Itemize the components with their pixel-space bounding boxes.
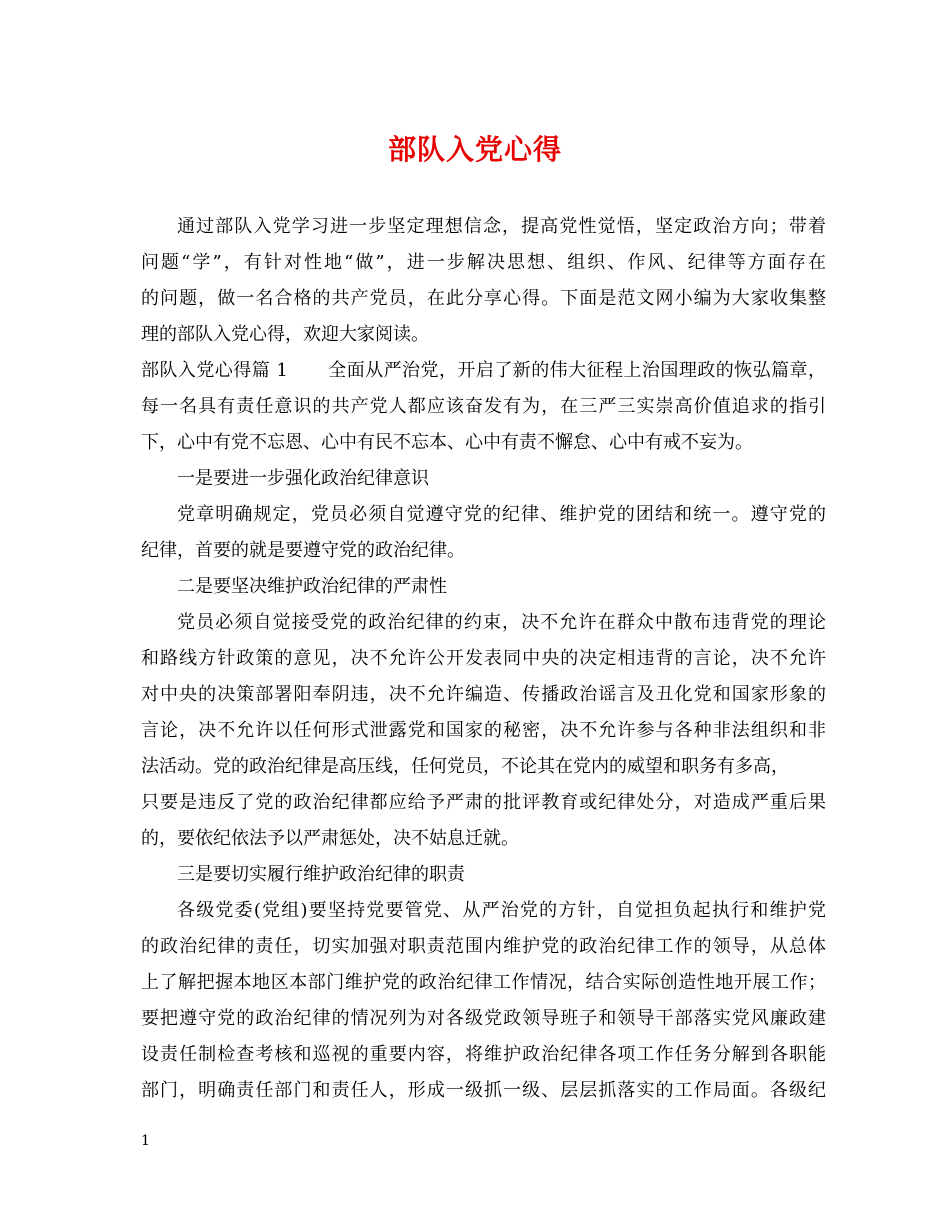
section-1-line: 每一名具有责任意识的共产党人都应该奋发有为，在三严三实崇高价值追求的指引 <box>141 396 826 417</box>
paragraph-3-line: 各级党委(党组)要坚持党要管党、从严治党的方针，自觉担负起执行和维护党 <box>177 900 826 921</box>
intro-line: 理的部队入党心得，欢迎大家阅读。 <box>141 324 429 345</box>
section-1-label: 部队入党心得篇 1 <box>141 360 288 381</box>
section-1-first-text: 全面从严治党，开启了新的伟大征程上治国理政的恢弘篇章， <box>327 360 826 381</box>
heading-1: 一是要进一步强化政治纪律意识 <box>177 468 429 489</box>
section-1-first-line <box>141 353 826 389</box>
page-number: 1 <box>141 1133 150 1149</box>
paragraph-2-line: 对中央的决策部署阳奉阴违，决不允许编造、传播政治谣言及丑化党和国家形象的 <box>141 684 826 705</box>
paragraph-3-line: 设责任制检查考核和巡视的重要内容，将维护政治纪律各项工作任务分解到各职能 <box>141 1044 826 1065</box>
paragraph-3-line: 要把遵守党的政治纪律的情况列为对各级党政领导班子和领导干部落实党风廉政建 <box>141 1008 826 1029</box>
paragraph-2-line: 和路线方针政策的意见，决不允许公开发表同中央的决定相违背的言论，决不允许 <box>141 648 826 669</box>
paragraph-3-line: 部门，明确责任部门和责任人，形成一级抓一级、层层抓落实的工作局面。各级纪 <box>141 1080 826 1101</box>
heading-2: 二是要坚决维护政治纪律的严肃性 <box>177 576 447 597</box>
paragraph-2-line: 言论，决不允许以任何形式泄露党和国家的秘密，决不允许参与各种非法组织和非 <box>141 720 826 741</box>
paragraph-2-line: 只要是违反了党的政治纪律都应给予严肃的批评教育或纪律处分，对造成严重后果 <box>141 792 826 813</box>
paragraph-2-line: 的，要依纪依法予以严肃惩处，决不姑息迁就。 <box>141 828 519 849</box>
document-body <box>141 209 826 1109</box>
heading-3: 三是要切实履行维护政治纪律的职责 <box>177 864 465 885</box>
document-title: 部队入党心得 <box>387 133 562 166</box>
paragraph-2-line: 法活动。党的政治纪律是高压线，任何党员，不论其在党内的威望和职务有多高， <box>141 756 789 777</box>
intro-line: 通过部队入党学习进一步坚定理想信念，提高党性觉悟，坚定政治方向；带着 <box>177 216 826 237</box>
intro-line: 的问题，做一名合格的共产党员，在此分享心得。下面是范文网小编为大家收集整 <box>141 288 826 309</box>
paragraph-1-line: 党章明确规定，党员必须自觉遵守党的纪律、维护党的团结和统一。遵守党的 <box>177 504 826 525</box>
paragraph-3-line: 上了解把握本地区本部门维护党的政治纪律工作情况，结合实际创造性地开展工作； <box>141 972 826 993</box>
paragraph-3-line: 的政治纪律的责任，切实加强对职责范围内维护党的政治纪律工作的领导，从总体 <box>141 936 826 957</box>
paragraph-2-line: 党员必须自觉接受党的政治纪律的约束，决不允许在群众中散布违背党的理论 <box>177 612 826 633</box>
section-1-line: 下，心中有党不忘恩、心中有民不忘本、心中有责不懈怠、心中有戒不妄为。 <box>141 432 753 453</box>
paragraph-1-line: 纪律，首要的就是要遵守党的政治纪律。 <box>141 540 465 561</box>
intro-line: 问题“学”，有针对性地“做”，进一步解决思想、组织、作风、纪律等方面存在 <box>141 252 826 273</box>
